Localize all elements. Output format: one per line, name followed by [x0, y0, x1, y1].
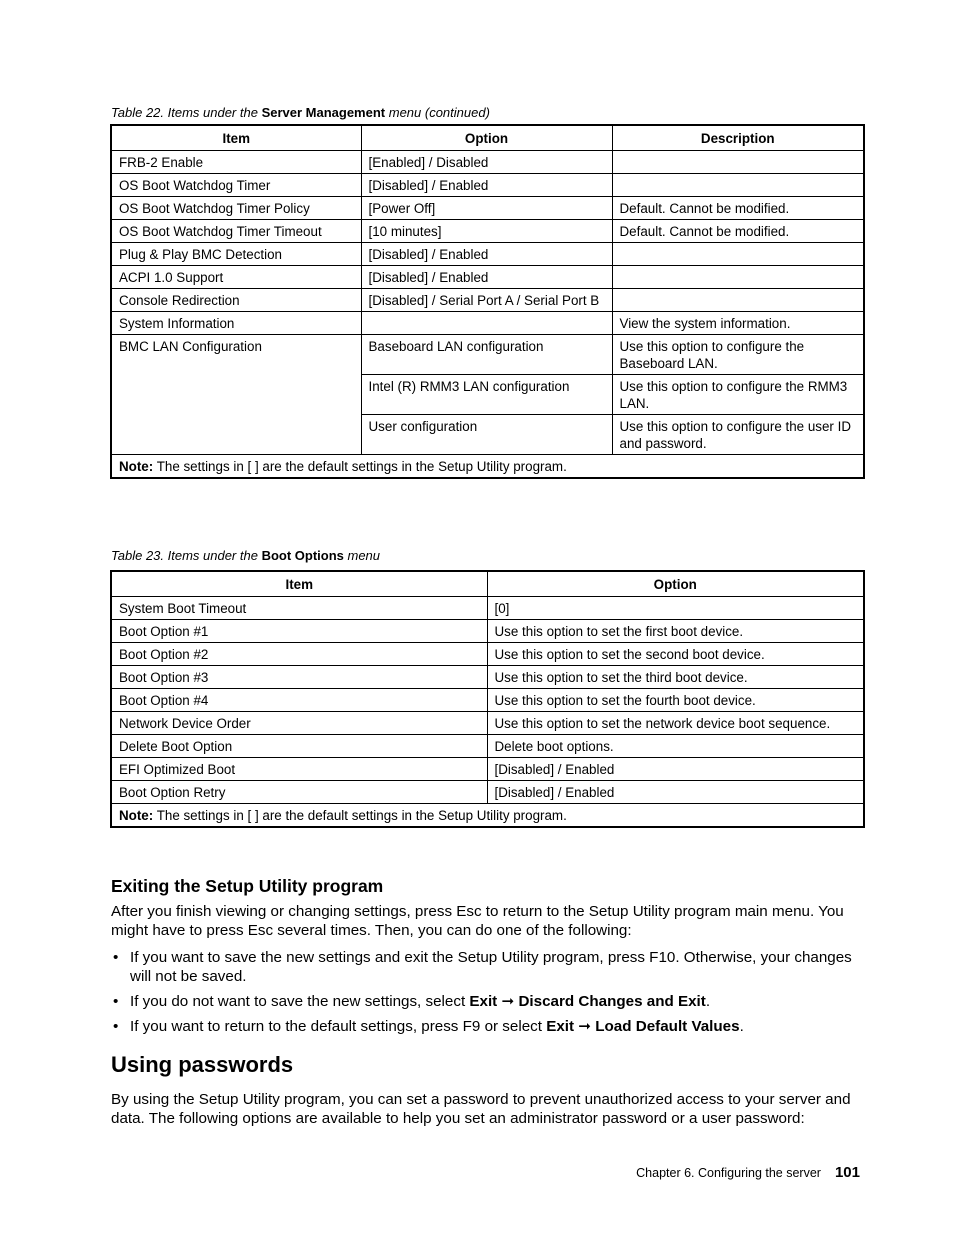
table-row — [111, 197, 864, 220]
list-item — [111, 992, 871, 1011]
cell-option — [361, 312, 612, 335]
page-number: 101 — [834, 1164, 860, 1181]
caption-prefix: Table 22. Items under the — [111, 105, 262, 120]
table-row — [111, 758, 864, 781]
cell-description — [612, 151, 864, 174]
cell-option: Use this option to set the network device boot sequence. — [487, 712, 864, 735]
cell-item: Network Device Order — [111, 712, 487, 735]
header-option: Option — [361, 125, 612, 151]
table-row — [111, 712, 864, 735]
cell-item: BMC LAN Configuration — [111, 335, 361, 455]
cell-item: OS Boot Watchdog Timer Policy — [111, 197, 361, 220]
table-row — [111, 335, 864, 375]
table-row — [111, 620, 864, 643]
header-item: Item — [111, 125, 361, 151]
cell-item: Boot Option #2 — [111, 643, 487, 666]
table-row — [111, 735, 864, 758]
bullet-text: If you want to save the new settings and exit the Setup Utility program, press F10. Otherwise, your changes will not be saved. — [130, 949, 852, 985]
table-row — [111, 289, 864, 312]
table-row — [111, 151, 864, 174]
passwords-heading: Using passwords — [111, 1052, 294, 1077]
bullet-text: If you want to return to the default settings, press F9 or select — [130, 1018, 547, 1035]
caption-suffix: menu (continued) — [385, 105, 490, 120]
cell-item: OS Boot Watchdog Timer Timeout — [111, 220, 361, 243]
cell-item: System Boot Timeout — [111, 597, 487, 620]
cell-item: EFI Optimized Boot — [111, 758, 487, 781]
menu-exit: Exit — [469, 993, 498, 1010]
cell-description: Default. Cannot be modified. — [612, 220, 864, 243]
period: . — [705, 993, 711, 1010]
exit-options-list — [111, 948, 871, 1042]
cell-option: [Enabled] / Disabled — [361, 151, 612, 174]
cell-description: View the system information. — [612, 312, 864, 335]
table-row — [111, 174, 864, 197]
cell-description: Default. Cannot be modified. — [612, 197, 864, 220]
table-header-row — [111, 125, 864, 151]
arrow-icon: ➞ — [578, 1018, 592, 1035]
menu-item-discard-changes: Discard Changes and Exit — [518, 993, 706, 1010]
header-option: Option — [487, 571, 864, 597]
table-note — [111, 804, 864, 828]
boot-options-table — [110, 570, 865, 828]
cell-option: Use this option to set the third boot device. — [487, 666, 864, 689]
bullet-text: If you do not want to save the new settings, select — [130, 993, 470, 1010]
header-item: Item — [111, 571, 487, 597]
cell-description: Use this option to configure the Baseboard LAN. — [612, 335, 864, 375]
caption-menu-name: Boot Options — [261, 548, 344, 563]
cell-option: [Disabled] / Enabled — [361, 243, 612, 266]
server-management-table — [110, 124, 865, 479]
list-item — [111, 948, 871, 986]
cell-description: Use this option to configure the user ID and password. — [612, 415, 864, 455]
cell-description — [612, 174, 864, 197]
cell-option: User configuration — [361, 415, 612, 455]
passwords-intro: By using the Setup Utility program, you can set a password to prevent unauthorized access to your server and data. The following options are available to help you set an administrator password or a user password: — [111, 1091, 851, 1127]
table-row — [111, 312, 864, 335]
table-row — [111, 781, 864, 804]
cell-option: Use this option to set the second boot device. — [487, 643, 864, 666]
cell-item: Boot Option #4 — [111, 689, 487, 712]
cell-option: Use this option to set the first boot device. — [487, 620, 864, 643]
cell-option: [Disabled] / Enabled — [487, 781, 864, 804]
cell-item: OS Boot Watchdog Timer — [111, 174, 361, 197]
arrow-icon: ➞ — [501, 993, 515, 1010]
bullet-icon: • — [113, 1018, 119, 1035]
caption-suffix: menu — [343, 548, 381, 563]
page-footer — [636, 1164, 860, 1181]
table-row — [111, 597, 864, 620]
cell-description: Use this option to configure the RMM3 LAN. — [612, 375, 864, 415]
table-22-caption — [111, 105, 490, 120]
table-header-row — [111, 571, 864, 597]
table-row — [111, 243, 864, 266]
menu-exit: Exit — [546, 1018, 575, 1035]
cell-option: Intel (R) RMM3 LAN configuration — [361, 375, 612, 415]
table-row — [111, 643, 864, 666]
cell-item: Boot Option Retry — [111, 781, 487, 804]
cell-option: Baseboard LAN configuration — [361, 335, 612, 375]
table-note-row — [111, 455, 864, 479]
cell-option: Delete boot options. — [487, 735, 864, 758]
bullet-icon: • — [113, 949, 119, 966]
chapter-title: Chapter 6. Configuring the server — [636, 1166, 821, 1180]
table-row — [111, 266, 864, 289]
cell-item: FRB-2 Enable — [111, 151, 361, 174]
cell-item: Plug & Play BMC Detection — [111, 243, 361, 266]
cell-description — [612, 289, 864, 312]
period: . — [739, 1018, 744, 1035]
cell-item: System Information — [111, 312, 361, 335]
caption-prefix: Table 23. Items under the — [111, 548, 262, 563]
cell-option: [Power Off] — [361, 197, 612, 220]
cell-option: [0] — [487, 597, 864, 620]
table-note — [111, 455, 864, 479]
cell-item: Boot Option #3 — [111, 666, 487, 689]
exiting-heading: Exiting the Setup Utility program — [111, 876, 384, 896]
cell-option: [Disabled] / Enabled — [487, 758, 864, 781]
note-text: The settings in [ ] are the default settings in the Setup Utility program. — [153, 459, 567, 474]
exiting-intro: After you finish viewing or changing settings, press Esc to return to the Setup Utility program main menu. You might have to press Esc several times. Then, you can do one of the following: — [111, 903, 844, 939]
cell-option: [Disabled] / Enabled — [361, 174, 612, 197]
table-row — [111, 666, 864, 689]
cell-option: Use this option to set the fourth boot device. — [487, 689, 864, 712]
cell-item: Console Redirection — [111, 289, 361, 312]
cell-item: Boot Option #1 — [111, 620, 487, 643]
table-row — [111, 220, 864, 243]
header-description: Description — [612, 125, 864, 151]
note-label: Note: — [119, 808, 154, 823]
table-row — [111, 689, 864, 712]
table-23-caption — [111, 548, 380, 563]
menu-item-load-defaults: Load Default Values — [595, 1018, 740, 1035]
cell-option: [10 minutes] — [361, 220, 612, 243]
cell-item: Delete Boot Option — [111, 735, 487, 758]
cell-description — [612, 266, 864, 289]
cell-item: ACPI 1.0 Support — [111, 266, 361, 289]
cell-description — [612, 243, 864, 266]
cell-option: [Disabled] / Serial Port A / Serial Port B — [361, 289, 612, 312]
bullet-icon: • — [113, 993, 119, 1010]
table-note-row — [111, 804, 864, 828]
list-item — [111, 1017, 871, 1036]
caption-menu-name: Server Management — [261, 105, 386, 120]
note-text: The settings in [ ] are the default settings in the Setup Utility program. — [153, 808, 567, 823]
cell-option: [Disabled] / Enabled — [361, 266, 612, 289]
note-label: Note: — [119, 459, 154, 474]
